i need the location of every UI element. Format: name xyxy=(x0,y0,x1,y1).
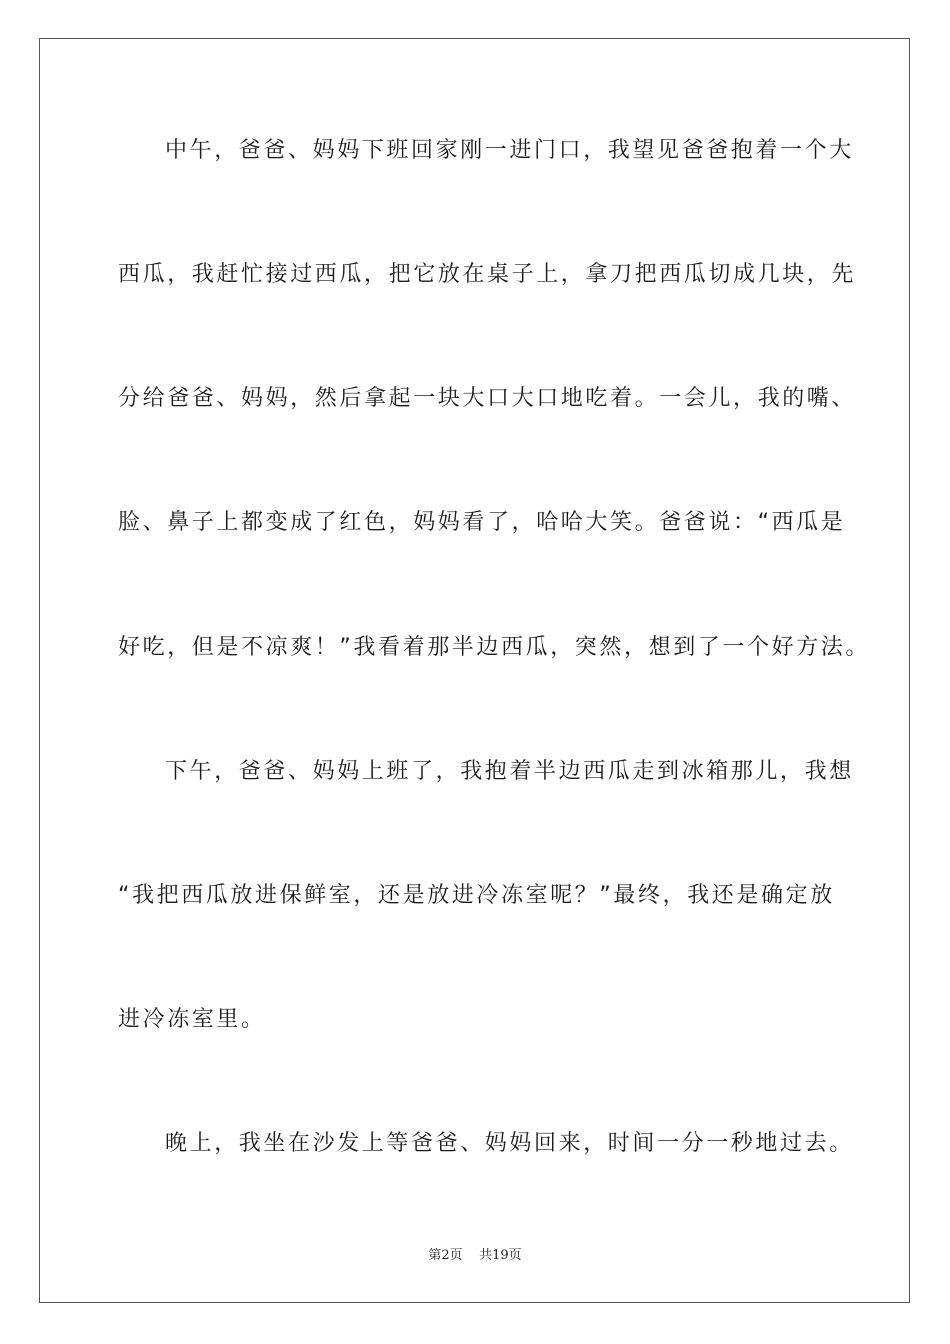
paragraph-1-line-5: 好吃，但是不凉爽！”我看着那半边西瓜，突然，想到了一个好方法。 xyxy=(118,635,870,660)
paragraph-2-line-2: “我把西瓜放进保鲜室，还是放进冷冻室呢？”最终，我还是确定放 xyxy=(118,883,835,908)
paragraph-1-line-2: 西瓜，我赶忙接过西瓜，把它放在桌子上，拿刀把西瓜切成几块，先 xyxy=(118,262,857,287)
page-footer xyxy=(0,1247,950,1265)
page-total: 共19页 xyxy=(479,1248,522,1263)
paragraph-1-line-1: 中午，爸爸、妈妈下班回家刚一进门口，我望见爸爸抱着一个大 xyxy=(165,138,854,163)
paragraph-1-line-4: 脸、鼻子上都变成了红色，妈妈看了，哈哈大笑。爸爸说：“西瓜是 xyxy=(118,510,846,535)
page-frame xyxy=(39,38,910,1303)
paragraph-1-line-3: 分给爸爸、妈妈，然后拿起一块大口大口地吃着。一会儿，我的嘴、 xyxy=(118,386,857,411)
paragraph-2-line-1: 下午，爸爸、妈妈上班了，我抱着半边西瓜走到冰箱那儿，我想 xyxy=(165,759,854,784)
paragraph-3-line-1: 晚上，我坐在沙发上等爸爸、妈妈回来，时间一分一秒地过去。 xyxy=(165,1131,854,1156)
paragraph-2-line-3: 进冷冻室里。 xyxy=(118,1007,266,1032)
page-number: 第2页 xyxy=(428,1248,463,1263)
